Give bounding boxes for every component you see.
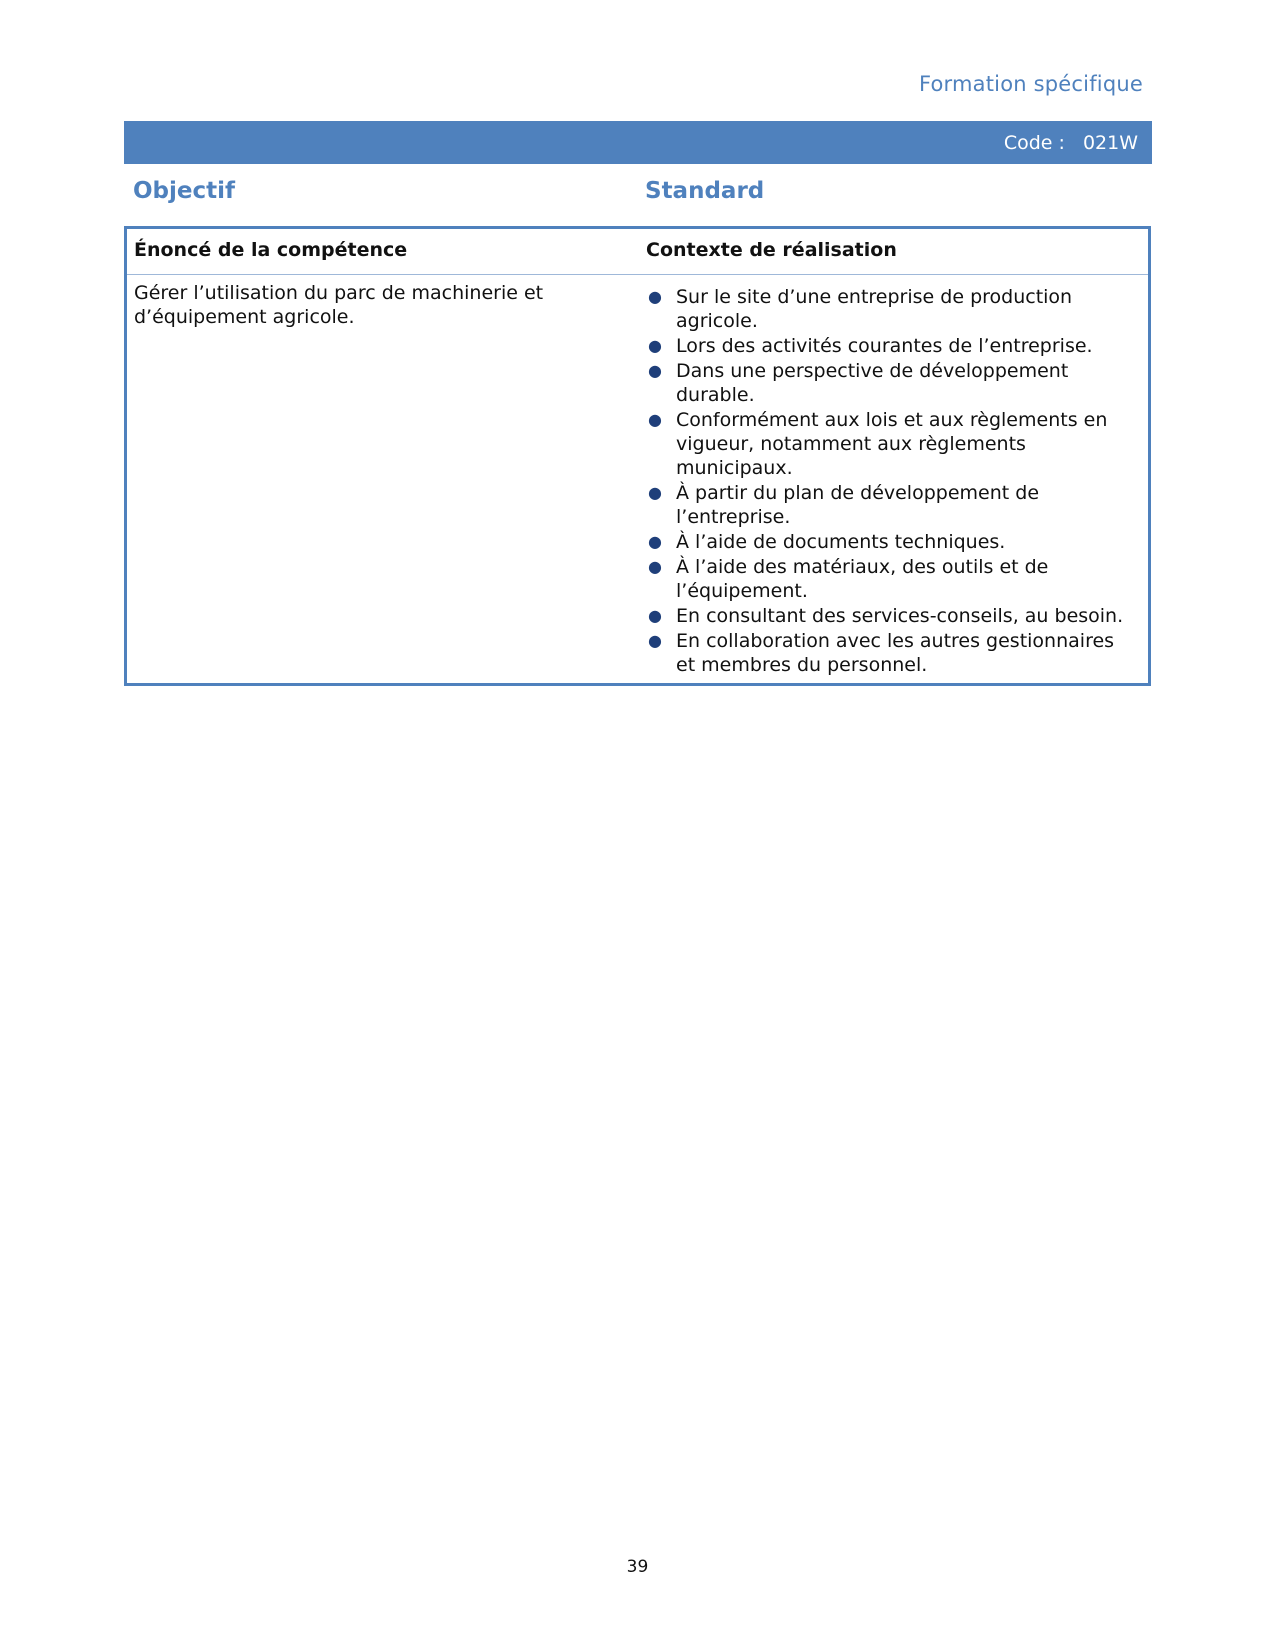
page-number: 39	[626, 1557, 649, 1577]
competence-statement: Gérer l’utilisation du parc de machinerie et d’équipement agricole.	[134, 282, 544, 328]
competence-table	[124, 226, 1151, 686]
context-item: ● En collaboration avec les autres gestionnaires et membres du personnel.	[648, 630, 1115, 676]
context-item: ● À partir du plan de développement de l’entreprise.	[648, 482, 1040, 528]
objective-heading: Objectif	[133, 178, 236, 204]
context-list-container	[646, 285, 1126, 678]
context-item: ● Sur le site d’une entreprise de production agricole.	[648, 286, 1073, 332]
bullet-icon: ●	[648, 410, 662, 429]
code-value: 021W	[1082, 131, 1138, 154]
context-item: ● Lors des activités courantes de l’entreprise.	[648, 335, 1093, 357]
context-item: ● À l’aide de documents techniques.	[648, 531, 1006, 553]
context-item: ● Dans une perspective de développement durable.	[648, 360, 1069, 406]
bullet-icon: ●	[648, 532, 662, 551]
context-item: ● Conformément aux lois et aux règlements en vigueur, notamment aux règlements municipaux.	[648, 409, 1108, 479]
code-bar	[124, 121, 1152, 164]
document-header-title: Formation spécifique	[918, 72, 1143, 96]
bullet-icon: ●	[648, 336, 662, 355]
context-column-header: Contexte de réalisation	[646, 239, 897, 261]
bullet-icon: ●	[648, 361, 662, 380]
context-item: ● En consultant des services-conseils, au besoin.	[648, 605, 1124, 627]
bullet-icon: ●	[648, 631, 662, 650]
bullet-icon: ●	[648, 606, 662, 625]
context-list	[646, 285, 1126, 677]
context-item: ● À l’aide des matériaux, des outils et de l’équipement.	[648, 556, 1049, 602]
table-header-row	[127, 229, 1148, 275]
bullet-icon: ●	[648, 287, 662, 306]
code-label: Code :	[1003, 131, 1065, 154]
competence-column-header: Énoncé de la compétence	[134, 239, 408, 261]
standard-heading: Standard	[645, 178, 765, 204]
bullet-icon: ●	[648, 483, 662, 502]
bullet-icon: ●	[648, 557, 662, 576]
